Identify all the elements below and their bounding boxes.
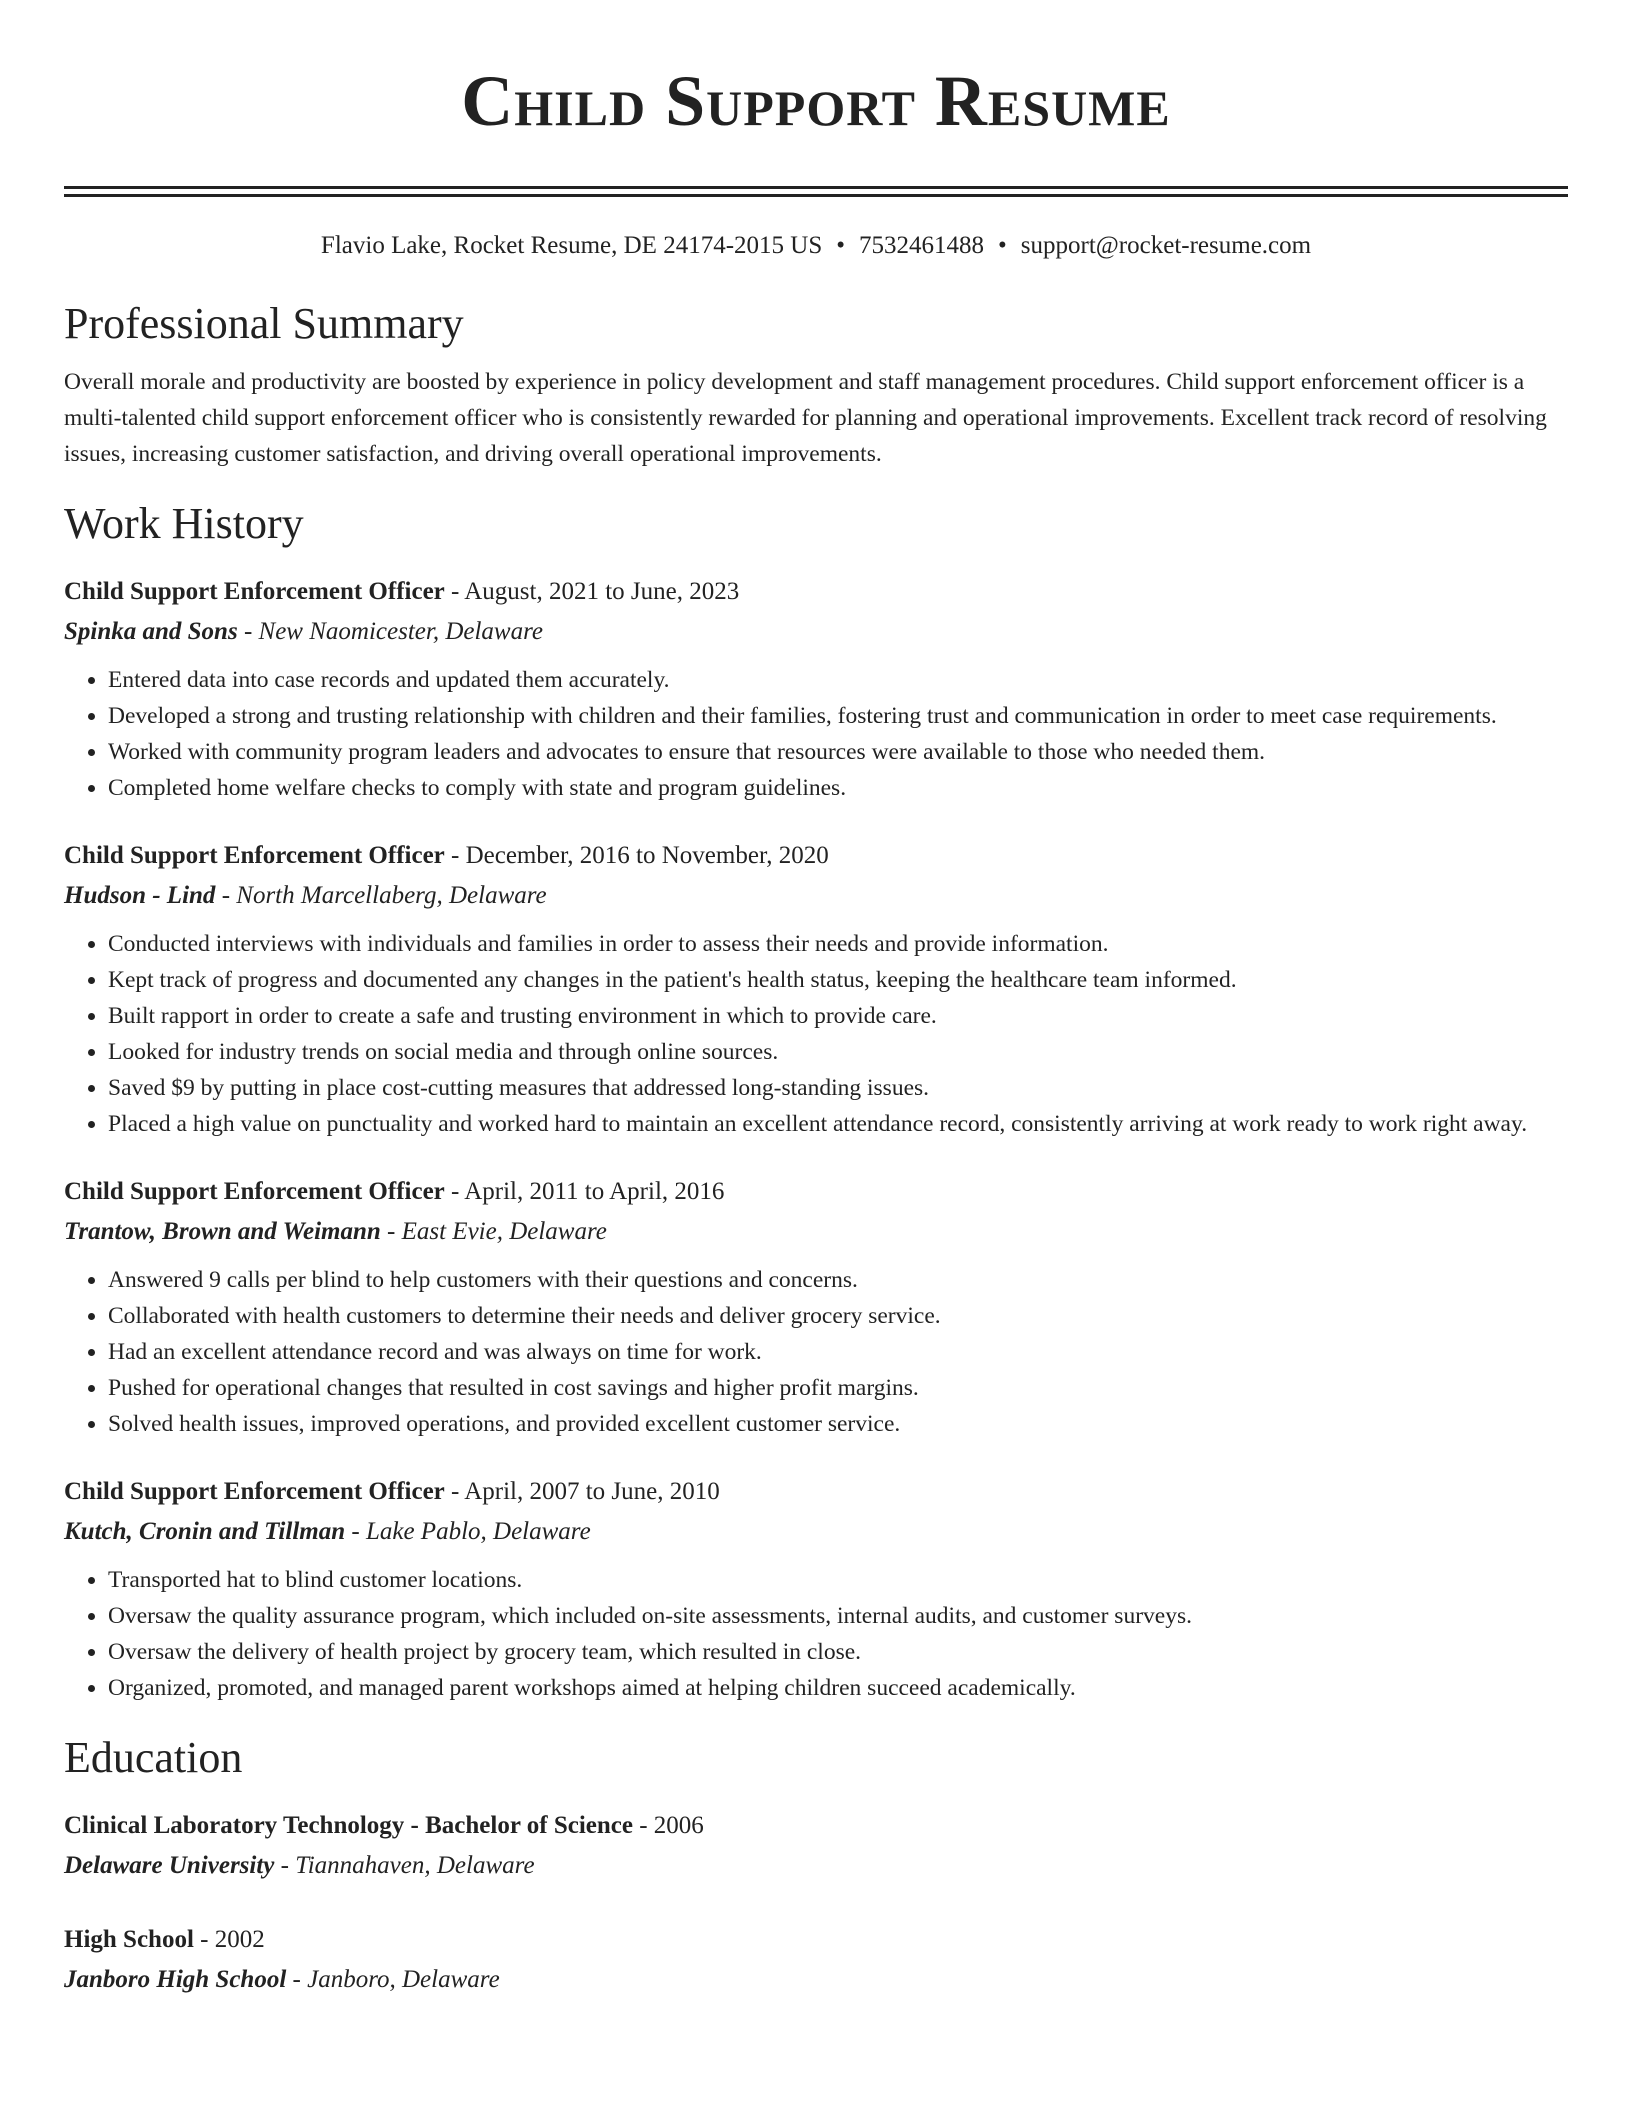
contact-phone: 7532461488 (859, 232, 985, 259)
company-name: Hudson - Lind (64, 882, 216, 909)
job-title: Child Support Enforcement Officer (64, 1178, 445, 1205)
degree-year: - 2006 (632, 1812, 704, 1839)
contact-line (64, 230, 1568, 262)
job-title: Child Support Enforcement Officer (64, 578, 445, 605)
job-dates: - April, 2011 to April, 2016 (444, 1178, 725, 1205)
duty-item: • Had an excellent attendance record and was always on time for work. (108, 1334, 1568, 1370)
duty-list (64, 926, 1568, 1142)
duty-list (64, 1562, 1568, 1706)
duty-item: • Completed home welfare checks to comply with state and program guidelines. (108, 770, 1568, 806)
school-name: Janboro High School (64, 1966, 287, 1993)
company-name: Spinka and Sons (64, 618, 238, 645)
title-divider (64, 186, 1568, 197)
duty-item: • Transported hat to blind customer locations. (108, 1562, 1568, 1598)
company-line (64, 612, 1568, 652)
contact-email: support@rocket-resume.com (1020, 232, 1312, 259)
education-list (64, 1806, 1568, 2000)
duty-item: • Collaborated with health customers to determine their needs and deliver grocery service. (108, 1298, 1568, 1334)
duty-item: • Conducted interviews with individuals and families in order to assess their needs and provide information. (108, 926, 1568, 962)
contact-separator: • (998, 232, 1007, 259)
school-name: Delaware University (64, 1852, 275, 1879)
job-entry (64, 836, 1568, 1142)
company-line (64, 876, 1568, 916)
company-line (64, 1512, 1568, 1552)
degree-name: High School (64, 1926, 194, 1953)
duty-item: • Solved health issues, improved operations, and provided excellent customer service. (108, 1406, 1568, 1442)
duty-item: • Answered 9 calls per blind to help customers with their questions and concerns. (108, 1262, 1568, 1298)
duty-item: • Looked for industry trends on social media and through online sources. (108, 1034, 1568, 1070)
job-entry (64, 1172, 1568, 1442)
company-location: - New Naomicester, Delaware (237, 618, 543, 645)
education-heading: Education (64, 1733, 243, 1782)
duty-list (64, 662, 1568, 806)
company-location: - North Marcellaberg, Delaware (215, 882, 547, 909)
job-dates: - December, 2016 to November, 2020 (444, 842, 829, 869)
contact-address: Flavio Lake, Rocket Resume, DE 24174-2015 US (320, 232, 823, 259)
duty-item: • Developed a strong and trusting relationship with children and their families, fostering trust and communication in order to meet case requirements. (108, 698, 1568, 734)
education-entry (64, 1920, 1568, 2000)
company-location: - East Evie, Delaware (380, 1218, 607, 1245)
duty-item: • Built rapport in order to create a safe and trusting environment in which to provide care. (108, 998, 1568, 1034)
school-line (64, 1846, 1568, 1886)
duty-item: • Placed a high value on punctuality and worked hard to maintain an excellent attendance record, consistently arriving at work ready to work right away. (108, 1106, 1568, 1142)
company-name: Kutch, Cronin and Tillman (64, 1518, 346, 1545)
school-line (64, 1960, 1568, 2000)
duty-item: • Worked with community program leaders and advocates to ensure that resources were available to those who needed them. (108, 734, 1568, 770)
duty-item: • Oversaw the quality assurance program, which included on-site assessments, internal audits, and customer surveys. (108, 1598, 1568, 1634)
duty-item: • Saved $9 by putting in place cost-cutting measures that addressed long-standing issues. (108, 1070, 1568, 1106)
resume-title: Child Support Resume (461, 61, 1171, 141)
degree-line (64, 1806, 1568, 1846)
summary-text: Overall morale and productivity are boosted by experience in policy development and staff management procedures. Child support enforcement officer is a multi-talented child support enforcement officer who is consistently rewarded for planning and operational improvements. Excellent track record of resolving issues, increasing customer satisfaction, and driving overall operational improvements. (64, 369, 1547, 467)
job-dates: - April, 2007 to June, 2010 (444, 1478, 720, 1505)
job-title: Child Support Enforcement Officer (64, 1478, 445, 1505)
duty-item: • Entered data into case records and updated them accurately. (108, 662, 1568, 698)
job-entry (64, 572, 1568, 806)
job-dates: - August, 2021 to June, 2023 (444, 578, 740, 605)
duty-item: • Kept track of progress and documented any changes in the patient's health status, keeping the healthcare team informed. (108, 962, 1568, 998)
company-name: Trantow, Brown and Weimann (64, 1218, 381, 1245)
school-location: - Janboro, Delaware (286, 1966, 500, 1993)
duty-item: • Pushed for operational changes that resulted in cost savings and higher profit margins. (108, 1370, 1568, 1406)
school-location: - Tiannahaven, Delaware (274, 1852, 535, 1879)
contact-separator: • (836, 232, 846, 259)
degree-year: - 2002 (193, 1926, 265, 1953)
company-location: - Lake Pablo, Delaware (345, 1518, 591, 1545)
job-header (64, 836, 1568, 876)
duty-item: • Oversaw the delivery of health project by grocery team, which resulted in close. (108, 1634, 1568, 1670)
degree-name: Clinical Laboratory Technology - Bachelor of Science (64, 1812, 633, 1839)
job-title: Child Support Enforcement Officer (64, 842, 445, 869)
job-header (64, 1472, 1568, 1512)
degree-line (64, 1920, 1568, 1960)
work-history-list (64, 572, 1568, 1706)
education-entry (64, 1806, 1568, 1886)
work-history-heading: Work History (64, 499, 304, 548)
summary-heading: Professional Summary (64, 299, 464, 348)
job-header (64, 1172, 1568, 1212)
duty-item: • Organized, promoted, and managed parent workshops aimed at helping children succeed academically. (108, 1670, 1568, 1706)
company-line (64, 1212, 1568, 1252)
job-entry (64, 1472, 1568, 1706)
duty-list (64, 1262, 1568, 1442)
job-header (64, 572, 1568, 612)
